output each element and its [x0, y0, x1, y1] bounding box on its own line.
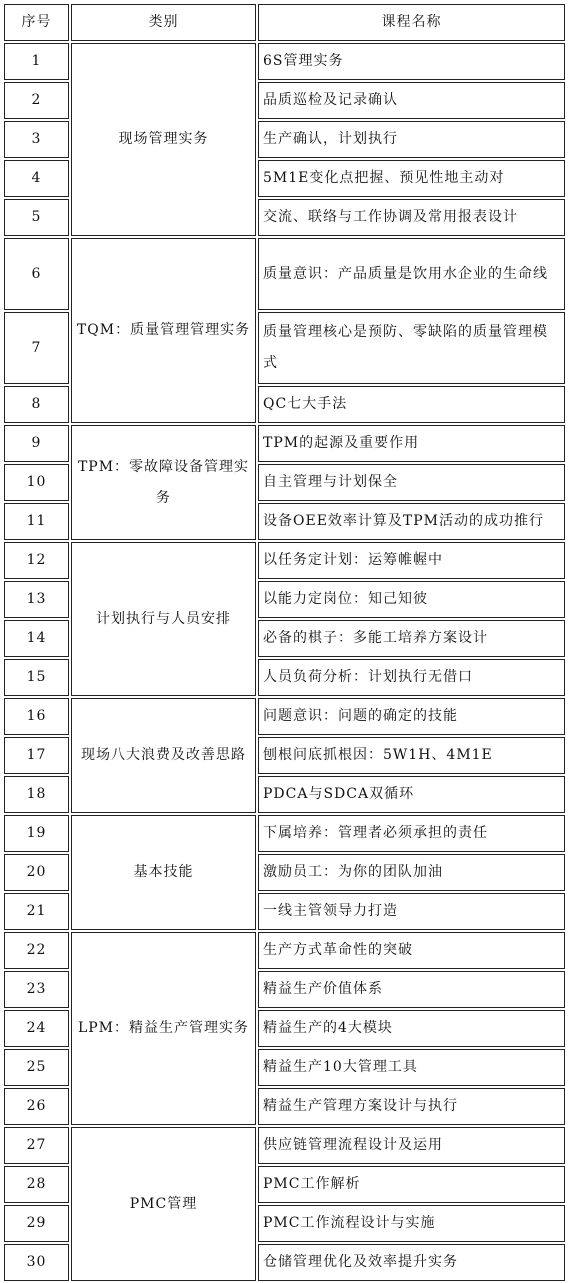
table-row — [4, 932, 565, 969]
row-number: 1 — [4, 43, 69, 80]
row-number: 17 — [4, 737, 69, 774]
table-row — [4, 542, 565, 579]
course-name: PDCA与SDCA双循环 — [258, 776, 565, 813]
row-number: 4 — [4, 160, 69, 197]
row-number: 2 — [4, 82, 69, 119]
course-name: PMC工作解析 — [258, 1166, 565, 1203]
row-number: 11 — [4, 503, 69, 540]
category-cell: 基本技能 — [71, 815, 256, 930]
row-number: 13 — [4, 581, 69, 618]
table-row — [4, 43, 565, 80]
row-number: 12 — [4, 542, 69, 579]
course-name: QC七大手法 — [258, 386, 565, 423]
table-row — [4, 698, 565, 735]
course-name: 必备的棋子：多能工培养方案设计 — [258, 620, 565, 657]
category-cell: LPM：精益生产管理实务 — [71, 932, 256, 1125]
row-number: 28 — [4, 1166, 69, 1203]
course-name: 6S管理实务 — [258, 43, 565, 80]
row-number: 15 — [4, 659, 69, 696]
row-number: 22 — [4, 932, 69, 969]
course-name: 质量意识：产品质量是饮用水企业的生命线 — [258, 238, 565, 310]
category-cell: TPM：零故障设备管理实务 — [71, 425, 256, 540]
row-number: 20 — [4, 854, 69, 891]
course-name: 精益生产管理方案设计与执行 — [258, 1088, 565, 1125]
header-no: 序号 — [4, 4, 69, 41]
row-number: 9 — [4, 425, 69, 462]
row-number: 25 — [4, 1049, 69, 1086]
row-number: 3 — [4, 121, 69, 158]
course-name: 生产确认，计划执行 — [258, 121, 565, 158]
course-name: 以能力定岗位：知己知彼 — [258, 581, 565, 618]
course-name: 一线主管领导力打造 — [258, 893, 565, 930]
row-number: 18 — [4, 776, 69, 813]
course-name: 品质巡检及记录确认 — [258, 82, 565, 119]
category-cell: 计划执行与人员安排 — [71, 542, 256, 696]
category-cell: PMC管理 — [71, 1127, 256, 1281]
course-name: 质量管理核心是预防、零缺陷的质量管理模式 — [258, 312, 565, 384]
course-name: 刨根问底抓根因：5W1H、4M1E — [258, 737, 565, 774]
row-number: 26 — [4, 1088, 69, 1125]
row-number: 30 — [4, 1244, 69, 1281]
category-cell: TQM：质量管理管理实务 — [71, 238, 256, 423]
header-course: 课程名称 — [258, 4, 565, 41]
row-number: 5 — [4, 199, 69, 236]
row-number: 27 — [4, 1127, 69, 1164]
course-name: 以任务定计划：运筹帷幄中 — [258, 542, 565, 579]
row-number: 16 — [4, 698, 69, 735]
row-number: 7 — [4, 312, 69, 384]
course-name: 5M1E变化点把握、预见性地主动对 — [258, 160, 565, 197]
row-number: 10 — [4, 464, 69, 501]
course-name: 供应链管理流程设计及运用 — [258, 1127, 565, 1164]
course-name: 人员负荷分析：计划执行无借口 — [258, 659, 565, 696]
course-name: 精益生产的4大模块 — [258, 1010, 565, 1047]
row-number: 14 — [4, 620, 69, 657]
table-row — [4, 1127, 565, 1164]
course-name: 下属培养：管理者必须承担的责任 — [258, 815, 565, 852]
table-row — [4, 425, 565, 462]
table-row — [4, 238, 565, 310]
table-row — [4, 815, 565, 852]
header-row — [4, 4, 565, 41]
category-cell: 现场管理实务 — [71, 43, 256, 236]
row-number: 23 — [4, 971, 69, 1008]
course-name: TPM的起源及重要作用 — [258, 425, 565, 462]
course-name: 精益生产10大管理工具 — [258, 1049, 565, 1086]
row-number: 19 — [4, 815, 69, 852]
row-number: 8 — [4, 386, 69, 423]
course-name: 问题意识：问题的确定的技能 — [258, 698, 565, 735]
course-name: PMC工作流程设计与实施 — [258, 1205, 565, 1242]
course-name: 交流、联络与工作协调及常用报表设计 — [258, 199, 565, 236]
row-number: 21 — [4, 893, 69, 930]
row-number: 24 — [4, 1010, 69, 1047]
row-number: 6 — [4, 238, 69, 310]
course-name: 精益生产价值体系 — [258, 971, 565, 1008]
row-number: 29 — [4, 1205, 69, 1242]
course-name: 仓储管理优化及效率提升实务 — [258, 1244, 565, 1281]
course-name: 自主管理与计划保全 — [258, 464, 565, 501]
header-category: 类别 — [71, 4, 256, 41]
course-name: 激励员工：为你的团队加油 — [258, 854, 565, 891]
course-name: 设备OEE效率计算及TPM活动的成功推行 — [258, 503, 565, 540]
course-table — [2, 2, 567, 1283]
course-name: 生产方式革命性的突破 — [258, 932, 565, 969]
category-cell: 现场八大浪费及改善思路 — [71, 698, 256, 813]
